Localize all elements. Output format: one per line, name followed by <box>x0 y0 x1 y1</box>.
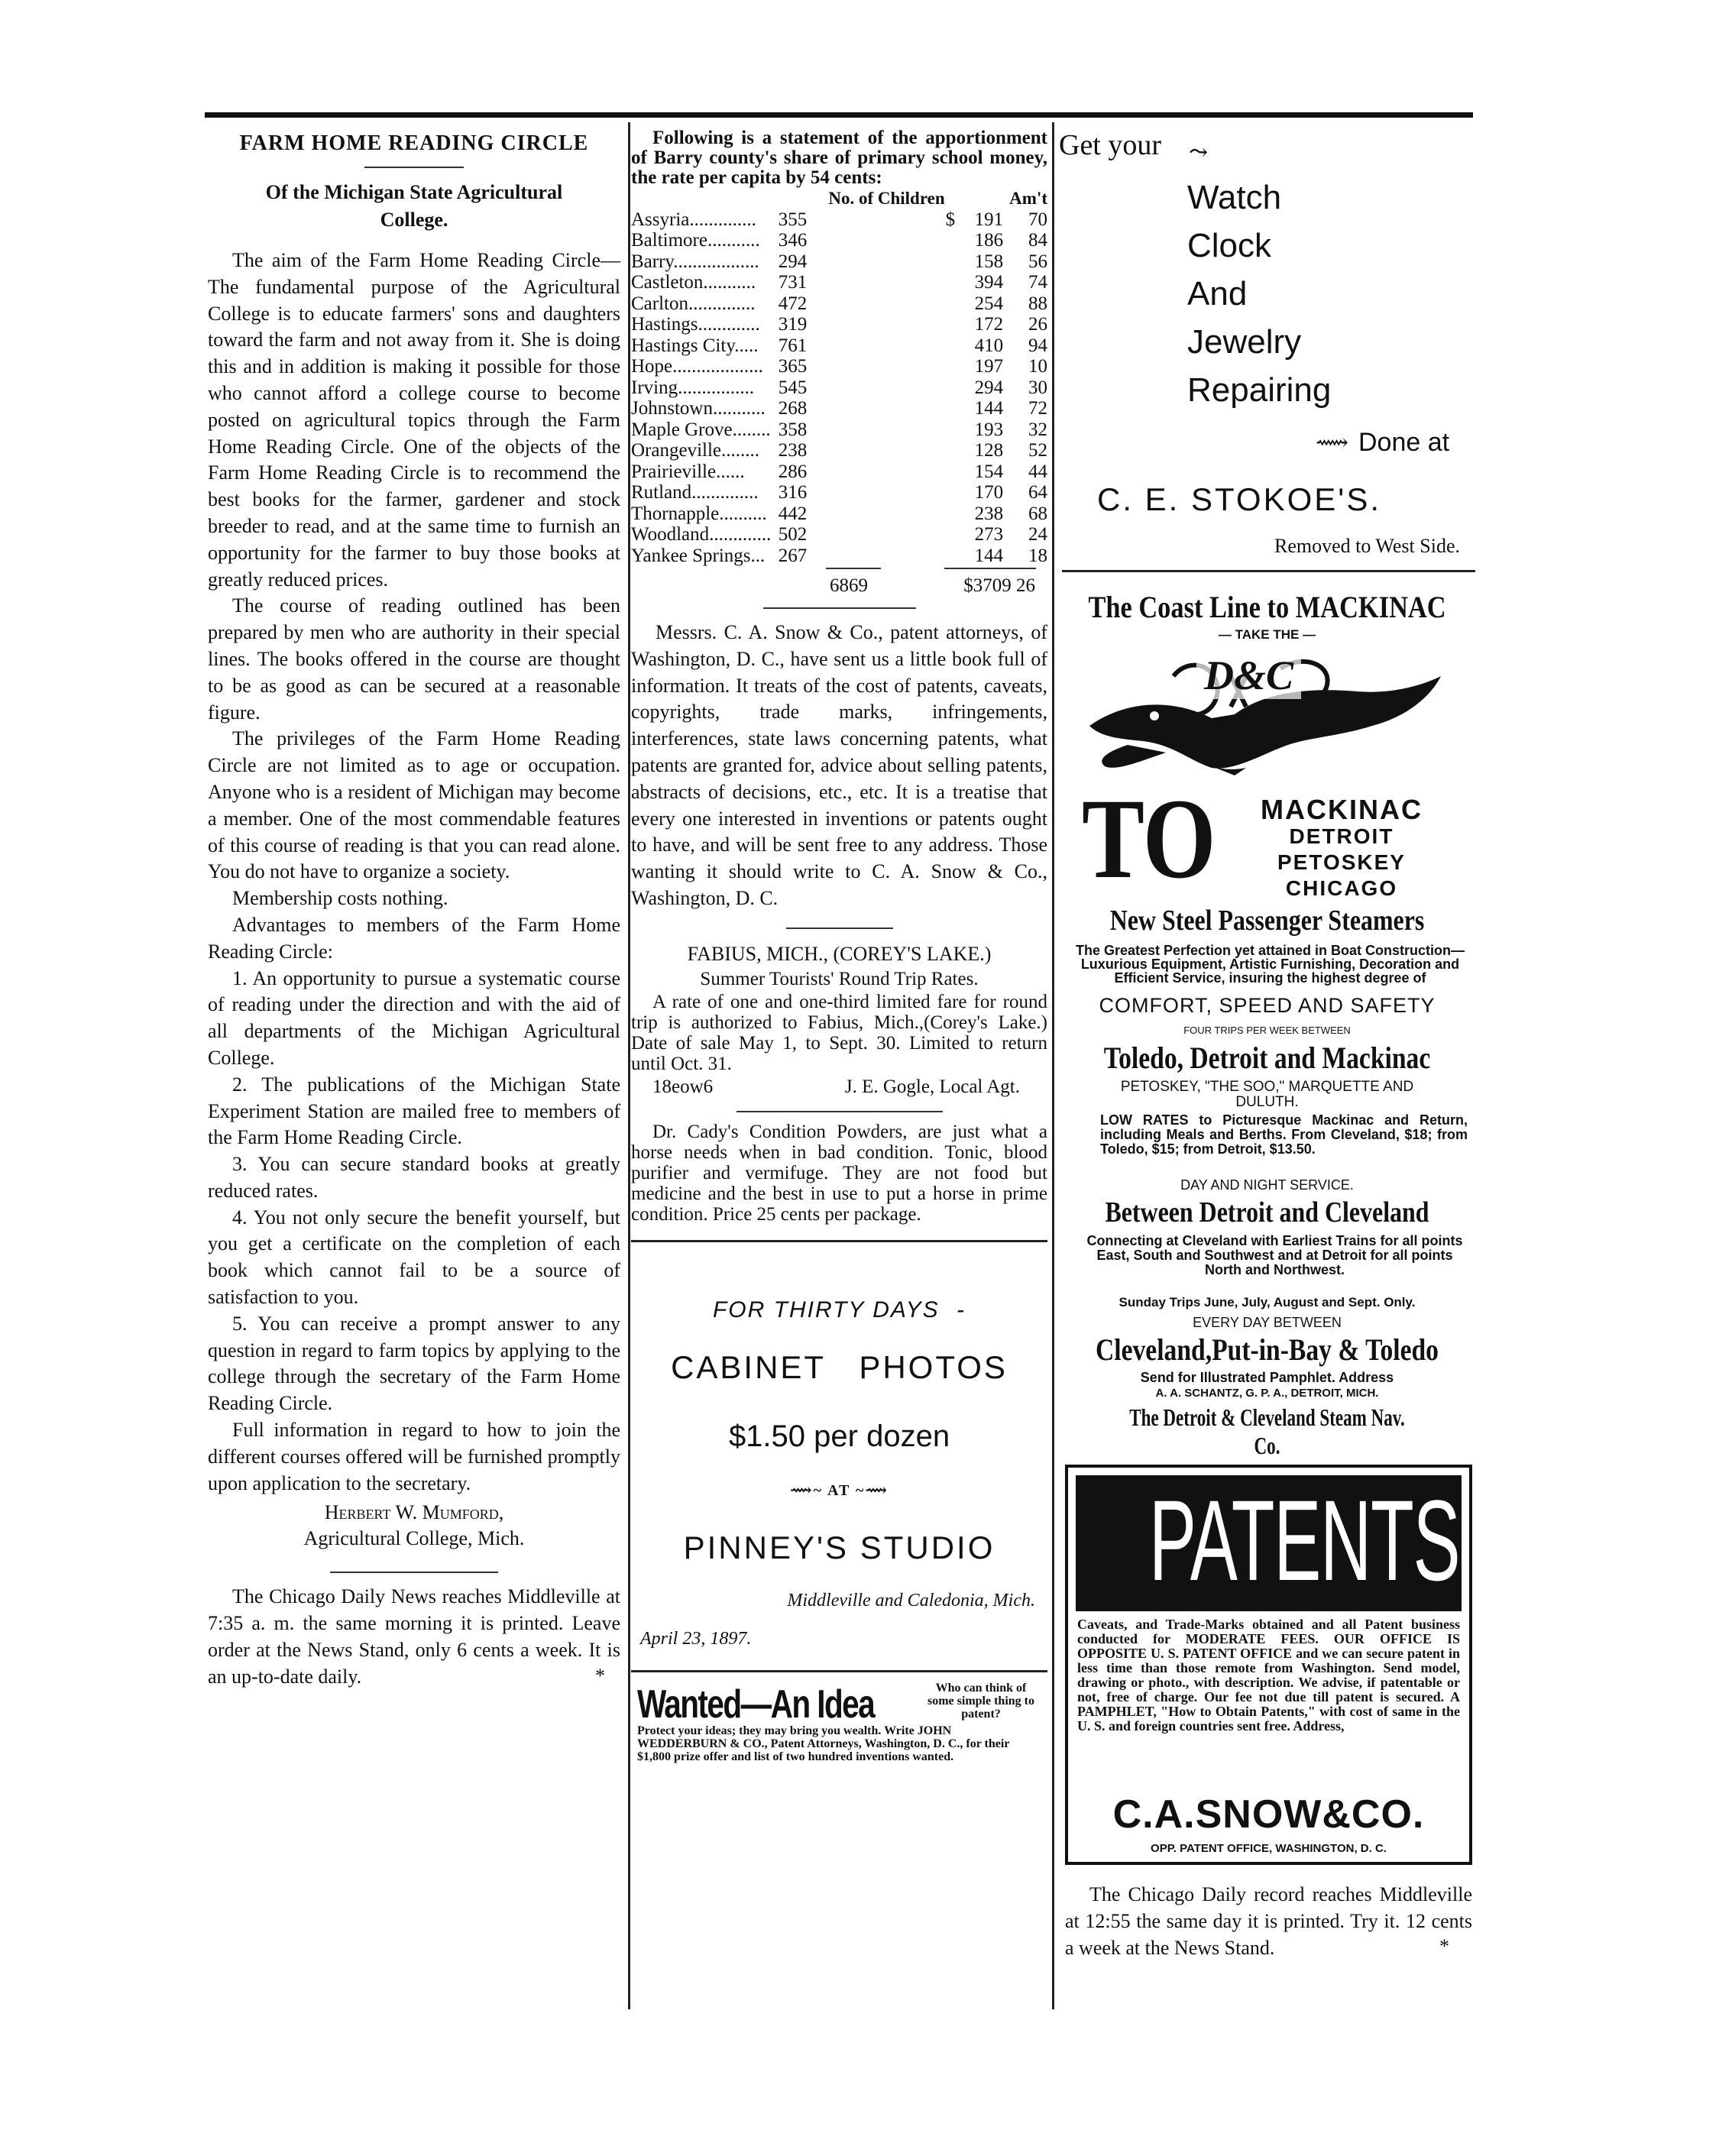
township-name: Hope................... <box>631 356 763 377</box>
watch-line: Watch <box>1187 179 1282 216</box>
dollar-sign <box>834 524 955 545</box>
table-row <box>631 209 1047 231</box>
township-name: Barry.................. <box>631 251 759 272</box>
dollar-sign <box>834 314 955 335</box>
coast-line-title: The Coast Line to MACKINAC <box>1088 590 1446 624</box>
township-name: Rutland.............. <box>631 482 759 503</box>
done-at: Done at <box>1358 428 1450 457</box>
list-item: 5. You can receive a prompt answer to any question in regard to farm topics by applying to the college through the secretary of the Farm Home Reading Circle. <box>208 1312 620 1415</box>
studio-ad <box>631 1242 1047 1649</box>
amount-cents: 32 <box>1028 419 1047 440</box>
apportionment-rows <box>631 209 1047 567</box>
paragraph: The Chicago Daily News reaches Middleville at 7:35 a. m. the same morning it is printed. Leave order at the News Stand, only 6 cents a week. It is an up-to-date daily. <box>208 1585 620 1688</box>
schantz-address: A. A. SCHANTZ, G. P. A., DETROIT, MICH. <box>1155 1387 1379 1400</box>
amount-cents: 88 <box>1028 293 1047 314</box>
connecting-text: Connecting at Cleveland with Earliest Trains for all points East, South and Southwest and at Detroit for all points North and Northwest. <box>1086 1233 1463 1277</box>
amount-cents: 30 <box>1028 377 1047 398</box>
total-amount: $3709 26 <box>963 575 1035 596</box>
paragraph: The privileges of the Farm Home Reading Circle are not limited as to age or occupation. Anyone who is a resident of Michigan may become a member. One of the most commendable features of this course of reading is that you can read alone. You do not have to organize a society. <box>208 727 620 883</box>
amount-cents: 18 <box>1028 545 1047 566</box>
title-rule <box>364 167 464 168</box>
patents-banner-box <box>1076 1475 1462 1611</box>
township-name: Johnstown........... <box>631 398 766 419</box>
list-item: 1. An opportunity to pursue a systematic course of reading under the direction and with the aid of all departments of the Michigan Agricultural College. <box>208 966 620 1069</box>
dollar-sign <box>834 461 955 483</box>
children-count: 472 <box>778 293 808 314</box>
amount-dollars: 254 <box>974 293 1004 314</box>
section-rule <box>736 1111 943 1112</box>
table-row <box>631 545 1047 567</box>
big-to: TO <box>1082 775 1216 902</box>
paragraph: Full information in regard to how to join the different courses offered will be furnished promptly upon application to the secretary. <box>208 1419 620 1494</box>
left-flourish-icon: ⟿~ <box>790 1481 824 1499</box>
paragraph: Membership costs nothing. <box>232 887 448 910</box>
column-divider-right <box>1052 122 1054 2009</box>
dollar-sign <box>834 440 955 461</box>
section-rule <box>763 607 916 609</box>
top-column-rule <box>205 112 1473 118</box>
snow-company-name: C.A.SNOW&CO. <box>1112 1792 1425 1837</box>
table-row <box>631 398 1047 419</box>
idea-body: Protect your ideas; they may bring you wealth. Write JOHN WEDDERBURN & CO., Patent Attorneys, Washington, D. C., for their $1,800 prize offer and list of two hundred inventions wanted. <box>637 1724 1010 1763</box>
amount-cents: 24 <box>1028 524 1047 545</box>
left-column <box>208 128 620 1688</box>
children-count: 355 <box>778 209 808 230</box>
table-row <box>631 251 1047 273</box>
township-name: Baltimore........... <box>631 230 760 251</box>
amount-dollars: 172 <box>974 314 1004 335</box>
low-rates: LOW RATES to Picturesque Mackinac and Return, including Meals and Berths. From Cleveland, $18; from Toledo, $15; from Detroit, $13.50. <box>1100 1112 1468 1157</box>
amount-dollars: 238 <box>974 503 1004 524</box>
amount-cents: 56 <box>1028 251 1047 272</box>
done-flourish-icon: ⟿ <box>1316 430 1349 455</box>
studio-at <box>631 1481 1047 1500</box>
dollar-sign: $ <box>945 209 956 230</box>
children-count: 358 <box>778 419 808 440</box>
dollar-sign <box>834 377 955 399</box>
dc-eagle-logo <box>1082 646 1449 775</box>
middle-column <box>631 128 1047 1761</box>
steamers-title: New Steel Passenger Steamers <box>1109 905 1425 937</box>
table-row <box>631 356 1047 377</box>
table-row <box>631 524 1047 545</box>
mackinac-ad <box>1059 572 1475 1459</box>
dollar-sign <box>834 503 955 525</box>
patents-body: Caveats, and Trade-Marks obtained and all Patent business conducted for MODERATE FEES. OUR OFFICE IS OPPOSITE U. S. PATENT OFFICE and we can secure patent in less time than those remote from Washington. Send model, drawing or photo., with description. We advise, if patentable or not, free of charge. Our fee not due till patent is secured. A PAMPHLET, "How to Obtain Patents," with cost of same in the U. S. and foreign countries sent free. Address, <box>1077 1617 1460 1734</box>
table-row <box>631 419 1047 441</box>
amount-cents: 70 <box>1028 209 1047 230</box>
day-night: DAY AND NIGHT SERVICE. <box>1180 1177 1354 1193</box>
table-row <box>631 461 1047 483</box>
table-row <box>631 230 1047 251</box>
amount-dollars: 128 <box>974 440 1004 461</box>
amount-cents: 72 <box>1028 398 1047 419</box>
comfort-line: COMFORT, SPEED AND SAFETY <box>1099 994 1436 1017</box>
township-name: Hastings............. <box>631 314 760 335</box>
destination-petoskey: PETOSKEY <box>1277 850 1406 874</box>
footnote-star: * <box>1439 1935 1449 1958</box>
apportionment-intro: Following is a statement of the apportionment of Barry county's share of primary school money, the rate per capita by 54 cents: <box>631 128 1047 188</box>
patents-ad <box>1065 1465 1472 1865</box>
table-row <box>631 314 1047 335</box>
ad-rule <box>631 1670 1047 1672</box>
children-count: 316 <box>778 482 808 503</box>
take-the-text: TAKE THE <box>1235 627 1300 642</box>
amount-dollars: 170 <box>974 482 1004 503</box>
amount-dollars: 186 <box>974 230 1004 251</box>
toledo-line: Toledo, Detroit and Mackinac <box>1103 1041 1431 1075</box>
right-column <box>1059 128 1475 1958</box>
amount-dollars: 197 <box>974 356 1004 377</box>
amount-dollars: 193 <box>974 419 1004 440</box>
amount-cents: 52 <box>1028 440 1047 461</box>
cady-notice: Dr. Cady's Condition Powders, are just what a horse needs when in bad condition. Tonic, blood purifier and vermifuge. They are not food but medicine and the best in use to put a horse in prime condition. Price 25 cents per package. <box>631 1121 1047 1225</box>
township-name: Maple Grove........ <box>631 419 771 440</box>
township-name: Hastings City..... <box>631 335 759 356</box>
right-flourish-icon: ~⟿ <box>855 1481 889 1499</box>
destination-detroit: DETROIT <box>1289 824 1394 848</box>
take-the <box>1059 627 1475 643</box>
petoskey-line: PETOSKEY, "THE SOO," MARQUETTE AND DULUTH. <box>1120 1079 1414 1110</box>
list-item: 4. You not only secure the benefit yourself, but you get a certificate on the completion of each book which cannot fail to be a source of satisfaction to you. <box>208 1206 620 1309</box>
amount-cents: 68 <box>1028 503 1047 524</box>
company-name: The Detroit & Cleveland Steam Nav. Co. <box>1129 1403 1405 1459</box>
children-count: 319 <box>778 314 808 335</box>
township-name: Woodland............. <box>631 524 772 545</box>
article-title: FARM HOME READING CIRCLE <box>239 131 589 155</box>
dollar-sign <box>834 398 955 419</box>
township-name: Castleton........... <box>631 272 756 293</box>
children-count: 545 <box>778 377 808 398</box>
list-item: 3. You can secure standard books at greatly reduced rates. <box>208 1153 620 1202</box>
children-count: 286 <box>778 461 808 482</box>
children-count: 346 <box>778 230 808 251</box>
dollar-sign <box>834 272 955 293</box>
opp-patent-office: OPP. PATENT OFFICE, WASHINGTON, D. C. <box>1151 1842 1387 1855</box>
between-dc: Between Detroit and Cleveland <box>1105 1196 1429 1229</box>
children-count: 502 <box>778 524 808 545</box>
children-count: 365 <box>778 356 808 377</box>
children-count: 267 <box>778 545 808 566</box>
destination-mackinac: MACKINAC <box>1261 794 1423 825</box>
sunday-trips: Sunday Trips June, July, August and Sept. Only. <box>1118 1295 1416 1309</box>
studio-cabinet-photos: CABINET PHOTOS <box>671 1348 1008 1385</box>
dollar-sign <box>834 545 955 567</box>
total-children: 6869 <box>830 575 868 596</box>
dollar-sign <box>834 293 955 315</box>
flourish-icon: ⤳ <box>1189 140 1209 165</box>
table-row <box>631 272 1047 293</box>
perfection-text: The Greatest Perfection yet attained in Boat Construction—Luxurious Equipment, Artistic Furnishing, Decoration and Efficient Service, insuring the highest degree of <box>1075 943 1465 986</box>
table-row <box>631 440 1047 461</box>
children-count: 442 <box>778 503 808 524</box>
children-count: 761 <box>778 335 808 356</box>
children-count: 268 <box>778 398 808 419</box>
paragraph: The aim of the Farm Home Reading Circle—The fundamental purpose of the Agricultural College is to educate farmers' sons and daughters toward the farm and not away from it. She is doing this and in addition is making it possible for those who cannot afford a college course to become posted on agricultural topics through the Farm Home Reading Circle. One of the objects of the Farm Home Reading Circle is to recommend the best books for the farmer, gardener and stock breeder to read, and at the same time to furnish an opportunity for the farmer to buy those books at greatly reduced prices. <box>208 249 620 591</box>
article-body <box>208 248 620 1497</box>
table-row <box>631 503 1047 525</box>
dc-monogram: D&C <box>1196 652 1301 699</box>
studio-date: April 23, 1897. <box>640 1628 752 1649</box>
header-amount: Am't <box>1009 189 1047 208</box>
destination-chicago: CHICAGO <box>1285 876 1398 900</box>
signature-name: Herbert W. Mumford, <box>324 1501 504 1524</box>
watch-ad <box>1059 128 1475 564</box>
table-row <box>631 293 1047 315</box>
fabius-subheading: Summer Tourists' Round Trip Rates. <box>700 968 979 989</box>
studio-price: $1.50 per dozen <box>728 1419 950 1453</box>
amount-dollars: 144 <box>974 398 1004 419</box>
township-name: Thornapple.......... <box>631 503 767 524</box>
children-count: 731 <box>778 272 808 293</box>
jewelry-line: Jewelry <box>1187 323 1302 361</box>
township-name: Carlton.............. <box>631 293 756 314</box>
township-name: Assyria.............. <box>631 209 756 230</box>
studio-name: PINNEY'S STUDIO <box>683 1529 995 1565</box>
repairing-line: Repairing <box>1187 371 1332 409</box>
fabius-heading: FABIUS, MICH., (COREY'S LAKE.) <box>687 942 992 965</box>
dollar-sign <box>834 251 955 273</box>
idea-headline: Wanted—An Idea <box>637 1682 875 1727</box>
snow-notice <box>631 620 1047 912</box>
table-row <box>631 377 1047 399</box>
amount-dollars: 394 <box>974 272 1004 293</box>
paragraph: Messrs. C. A. Snow & Co., patent attorneys, of Washington, D. C., have sent us a little book full of information. It treats of the cost of patents, caveats, copyrights, trade marks, infringements, interferences, state laws concerning patents, what patents are granted for, advice about selling patents, abstracts of decisions, etc., etc. It is a treatise that every one interested in inventions or patents ought to have, and will be sent free to any address. Those wanting it should write to C. A. Snow & Co., Washington, D. C. <box>631 621 1047 909</box>
table-row <box>631 482 1047 503</box>
amount-dollars: 191 <box>974 209 1004 230</box>
fabius-body: A rate of one and one-third limited fare for round trip is authorized to Fabius, Mich.,(Corey's Lake.) Date of sale May 1, to Sept. 30. Limited to return until Oct. 31. <box>631 991 1047 1074</box>
amount-cents: 74 <box>1028 272 1047 293</box>
fabius-code: 18eow6 <box>652 1076 714 1097</box>
paragraph: The Chicago Daily record reaches Middleville at 12:55 the same day it is printed. Try it. 12 cents a week at the News Stand. <box>1065 1883 1472 1959</box>
dollar-sign <box>834 335 955 357</box>
article-subtitle-line2: College. <box>380 209 448 231</box>
table-row <box>631 335 1047 357</box>
take-the-flourish-icon: — <box>1218 627 1232 642</box>
fabius-agent: J. E. Gogle, Local Agt. <box>844 1076 1020 1097</box>
amount-dollars: 154 <box>974 461 1004 482</box>
section-rule <box>330 1572 498 1573</box>
idea-side-text: Who can think of some simple thing to patent? <box>927 1681 1034 1721</box>
dollar-sign <box>834 419 955 441</box>
studio-place: Middleville and Caledonia, Mich. <box>787 1590 1035 1611</box>
removed-note: Removed to West Side. <box>1274 535 1460 557</box>
every-day: EVERY DAY BETWEEN <box>1193 1315 1342 1330</box>
header-children: No. of Children <box>828 189 945 208</box>
dollar-sign <box>834 482 955 503</box>
children-count: 238 <box>778 440 808 461</box>
paragraph: Advantages to members of the Farm Home Reading Circle: <box>208 913 620 963</box>
four-trips: FOUR TRIPS PER WEEK BETWEEN <box>1183 1025 1351 1036</box>
totals-row <box>631 571 1047 598</box>
studio-thirty-days-text: FOR THIRTY DAYS <box>712 1297 940 1322</box>
take-the-flourish-icon: — <box>1303 627 1316 642</box>
column-divider-left <box>628 122 630 2009</box>
studio-line-thirty-days <box>631 1297 1047 1323</box>
list-item: 2. The publications of the Michigan State Experiment Station are mailed free to members of the Farm Home Reading Circle. <box>208 1073 620 1149</box>
township-name: Orangeville........ <box>631 440 760 461</box>
signature-place: Agricultural College, Mich. <box>303 1527 525 1550</box>
article-subtitle-line1: Of the Michigan State Agricultural <box>265 181 563 203</box>
amount-cents: 94 <box>1028 335 1047 356</box>
patents-banner: PATENTS <box>1148 1476 1460 1604</box>
amount-dollars: 158 <box>974 251 1004 272</box>
get-your: Get your <box>1059 129 1162 161</box>
amount-cents: 64 <box>1028 482 1047 503</box>
amount-dollars: 273 <box>974 524 1004 545</box>
stokoe-name: C. E. STOKOE'S. <box>1097 481 1381 517</box>
paragraph: The course of reading outlined has been prepared by men who are authority in their special lines. The books offered in the course are thought to be as good as can be secured at a reasonable figure. <box>208 594 620 724</box>
amount-dollars: 144 <box>974 545 1004 566</box>
children-count: 294 <box>778 251 808 272</box>
amount-cents: 84 <box>1028 230 1047 251</box>
studio-at-text: AT <box>827 1481 850 1499</box>
fabius-footer <box>631 1074 1047 1100</box>
township-name: Irving................ <box>631 377 755 398</box>
dollar-sign <box>834 230 955 251</box>
section-rule <box>786 927 893 929</box>
dollar-sign <box>834 356 955 377</box>
studio-dash: - <box>957 1297 966 1322</box>
wanted-idea-ad <box>631 1677 1047 1761</box>
amount-dollars: 410 <box>974 335 1004 356</box>
clock-line: Clock <box>1187 227 1272 264</box>
amount-dollars: 294 <box>974 377 1004 398</box>
amount-cents: 10 <box>1028 356 1047 377</box>
apportionment-table <box>631 188 1047 209</box>
footnote-star: * <box>595 1664 605 1687</box>
send-for: Send for Illustrated Pamphlet. Address <box>1140 1370 1394 1385</box>
and-line: And <box>1187 275 1248 312</box>
township-name: Yankee Springs... <box>631 545 766 566</box>
township-name: Prairieville...... <box>631 461 745 482</box>
put-in-bay-line: Cleveland,Put-in-Bay & Toledo <box>1095 1332 1439 1367</box>
amount-cents: 44 <box>1028 461 1047 482</box>
table-header <box>631 188 1047 209</box>
amount-cents: 26 <box>1028 314 1047 335</box>
